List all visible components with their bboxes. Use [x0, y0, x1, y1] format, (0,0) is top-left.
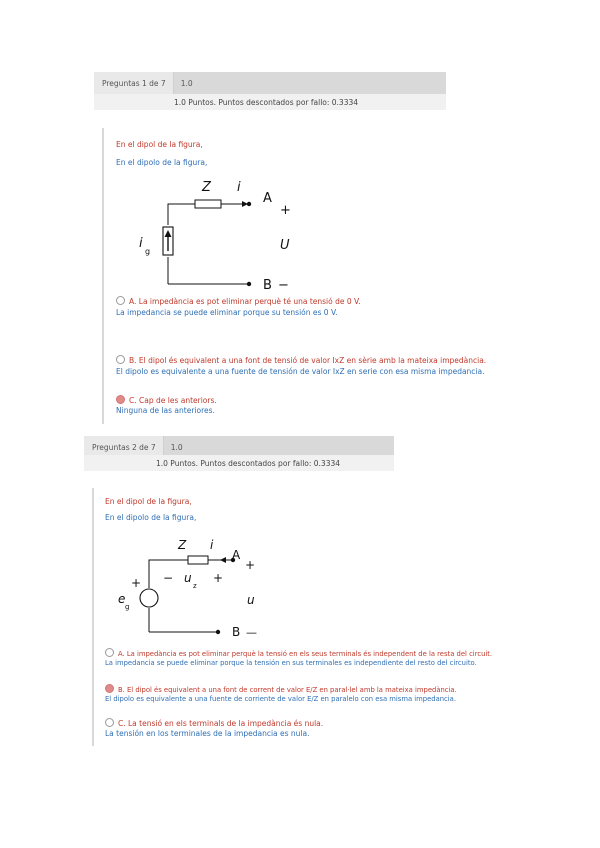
question-2-option-a-es: La impedancia se puede eliminar porque la tensión en sus terminales es independiente del resto del circuito. — [105, 659, 477, 667]
question-2-option-b-radio-selected[interactable] — [105, 684, 114, 693]
q2-label-b: B — [232, 625, 241, 639]
q1-impedance-box — [195, 200, 221, 208]
q2-label-uz-sub: z — [193, 582, 197, 590]
question-2-option-a[interactable] — [105, 648, 492, 658]
question-2-left-rule — [92, 488, 94, 746]
question-2-option-b-ca: B. El dipol és equivalent a una font de corrent de valor E/Z en paral·lel amb la mateixa impedància. — [118, 686, 457, 694]
q2-label-minus-b: — — [246, 626, 257, 639]
q1-label-z: Z — [202, 180, 211, 195]
question-2-points: 1.0 Puntos. Puntos descontados por fallo: 0.3334 — [156, 458, 341, 468]
q2-label-minus-z: − — [163, 571, 174, 585]
question-1-option-b-radio[interactable] — [116, 355, 125, 364]
question-1-points-bar — [94, 94, 446, 110]
q2-label-plus-a: + — [245, 558, 256, 572]
q1-wire-top — [168, 204, 195, 225]
question-1-prompt-es: En el dipolo de la figura, — [116, 158, 208, 167]
q2-voltage-source — [140, 589, 158, 607]
question-2-score: 1.0 — [164, 436, 394, 458]
q2-label-plus-z: + — [213, 571, 224, 585]
q1-label-ig-sub: g — [145, 247, 151, 256]
q1-label-i: i — [237, 180, 241, 195]
q1-terminal-a — [247, 202, 251, 206]
question-1-points: 1.0 Puntos. Puntos descontados por fallo: 0.3334 — [174, 97, 359, 107]
question-1-option-a[interactable] — [116, 296, 361, 306]
q2-label-eg: e — [118, 592, 126, 606]
q2-label-i: i — [210, 538, 214, 552]
q2-label-plus-src: + — [131, 576, 142, 590]
question-1-prompt-ca: En el dipol de la figura, — [116, 140, 203, 149]
q2-current-arrow — [220, 557, 226, 563]
q1-label-minus: − — [278, 278, 289, 293]
q1-label-a: A — [263, 191, 272, 206]
q1-label-plus: + — [280, 203, 291, 218]
question-1-header — [94, 72, 446, 94]
question-2-points-bar — [84, 455, 394, 471]
question-1-option-c-es: Ninguna de las anteriores. — [116, 406, 215, 415]
question-2-option-c-radio[interactable] — [105, 718, 114, 727]
question-1-number: Preguntas 1 de 7 — [94, 72, 174, 94]
q1-label-b: B — [263, 278, 272, 293]
question-1-option-c-radio-selected[interactable] — [116, 395, 125, 404]
question-1-left-rule — [102, 128, 104, 424]
question-1-option-c[interactable] — [116, 395, 217, 405]
q2-label-uz: u — [184, 571, 192, 585]
q2-impedance-box — [188, 556, 208, 564]
question-1-circuit-diagram — [130, 175, 310, 295]
q1-terminal-b — [247, 282, 251, 286]
question-2-option-c-ca: C. La tensió en els terminals de la impedància és nula. — [118, 719, 324, 728]
question-2-prompt-ca: En el dipol de la figura, — [105, 497, 192, 506]
question-1-option-c-ca: C. Cap de les anteriors. — [129, 396, 217, 405]
q1-label-ig: i — [139, 236, 143, 251]
question-1-option-b[interactable] — [116, 355, 486, 365]
question-2-option-c-es: La tensión en los terminales de la impedancia es nula. — [105, 729, 310, 738]
q2-label-a: A — [232, 548, 241, 562]
q1-label-u: U — [280, 238, 290, 253]
q2-label-u: u — [247, 593, 255, 607]
question-1-option-b-es: El dipolo es equivalente a una fuente de tensión de valor IxZ en serie con esa misma impedancia. — [116, 367, 485, 376]
question-2-option-a-ca: A. La impedància es pot eliminar perquè la tensió en els seus terminals és independent de la resta del circuit. — [118, 650, 493, 658]
question-2-number: Preguntas 2 de 7 — [84, 436, 164, 458]
question-1-option-a-ca: A. La impedància es pot eliminar perquè té una tensió de 0 V. — [129, 297, 361, 306]
question-2-circuit-diagram — [112, 534, 272, 644]
q2-label-z: Z — [178, 538, 187, 552]
q2-label-eg-sub: g — [125, 603, 130, 611]
question-2-prompt-es: En el dipolo de la figura, — [105, 513, 197, 522]
question-2-option-a-radio[interactable] — [105, 648, 114, 657]
question-2-option-c[interactable] — [105, 718, 323, 728]
question-1-option-b-ca: B. El dipol és equivalent a una font de tensió de valor IxZ en sèrie amb la mateixa impedància. — [129, 356, 487, 365]
question-2-option-b[interactable] — [105, 684, 457, 694]
question-2-option-b-es: El dipolo es equivalente a una fuente de corriente de valor E/Z en paralelo con esa misma impedancia. — [105, 695, 457, 703]
question-1-score: 1.0 — [174, 72, 446, 94]
q2-terminal-b — [216, 630, 220, 634]
question-1-option-a-radio[interactable] — [116, 296, 125, 305]
question-1-option-a-es: La impedancia se puede eliminar porque su tensión es 0 V. — [116, 308, 338, 317]
